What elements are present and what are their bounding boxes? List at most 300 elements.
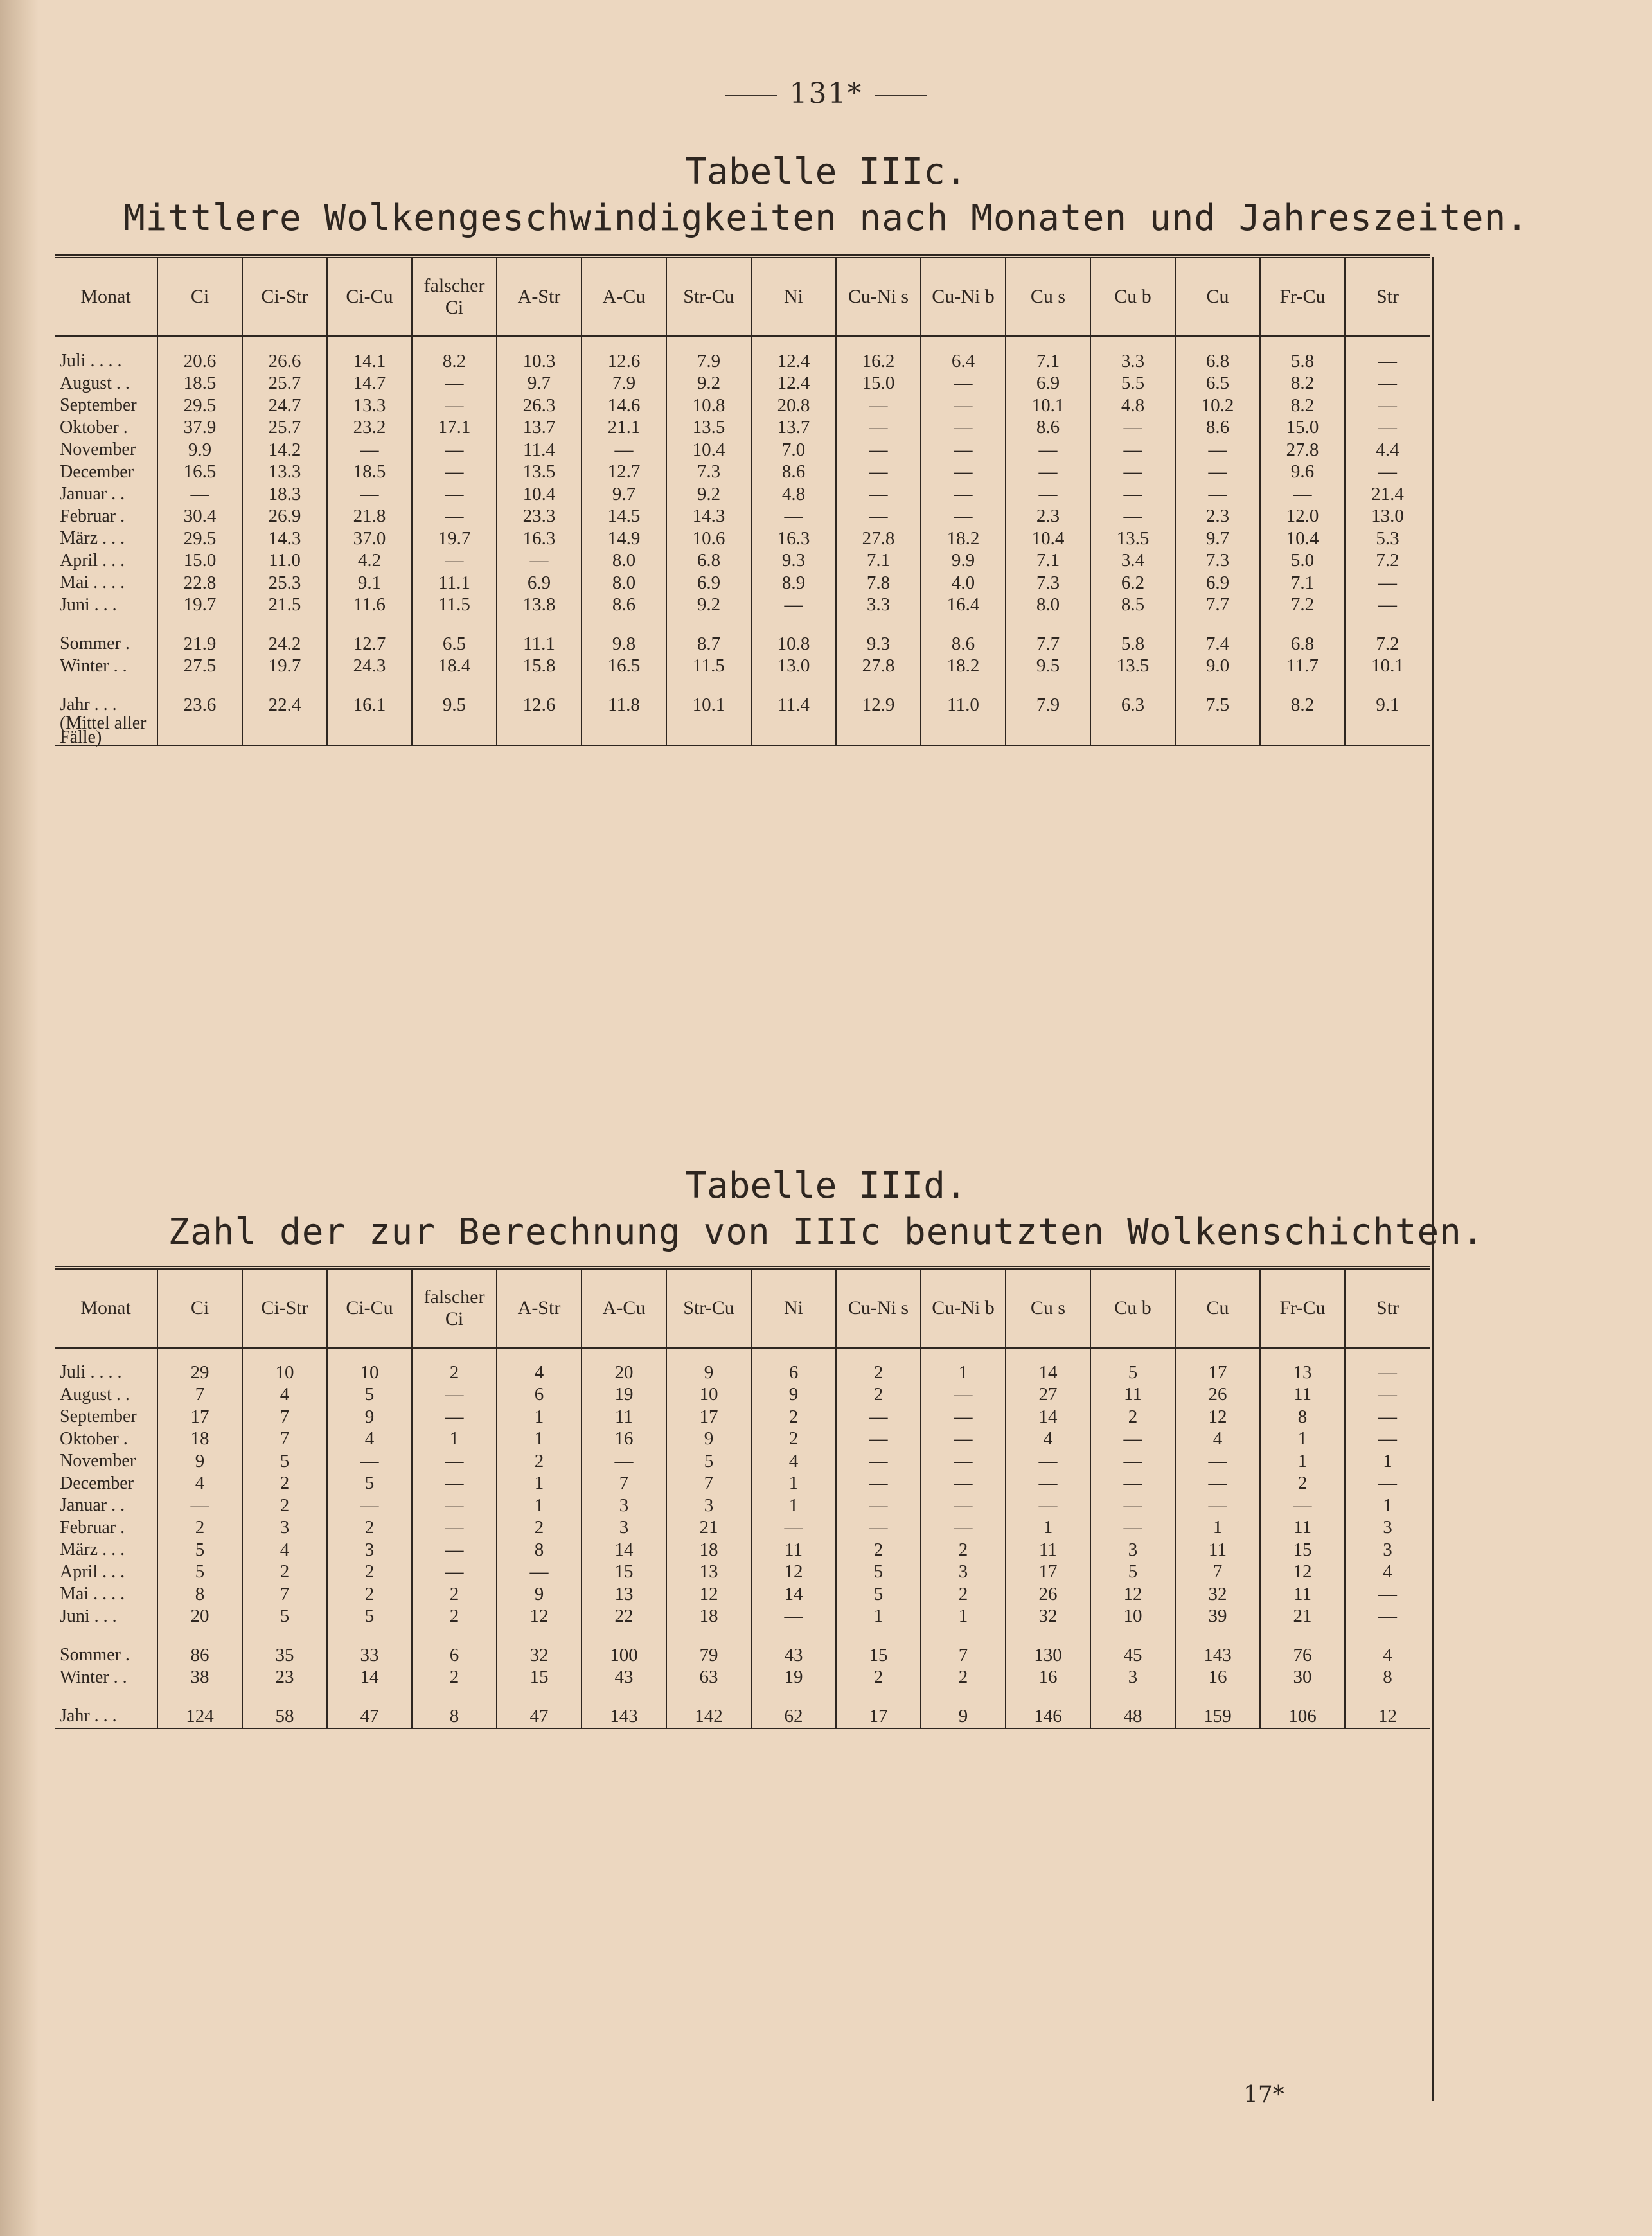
- table-cell: 1: [1175, 1517, 1260, 1539]
- table-cell: 12.9: [836, 694, 921, 716]
- table-cell: —: [1260, 1495, 1345, 1517]
- table-cell: 12.7: [582, 461, 666, 484]
- column-header: Ni: [751, 258, 836, 337]
- table-cell: —: [836, 506, 921, 528]
- table-cell: 2.3: [1006, 506, 1090, 528]
- table-cell: 15.8: [497, 655, 582, 678]
- table-cell: 2: [327, 1583, 412, 1606]
- table-cell: 7.8: [836, 572, 921, 594]
- table-cell: 5: [327, 1473, 412, 1495]
- table-2: [55, 1266, 1430, 1729]
- table-cell: —: [921, 1495, 1006, 1517]
- table-cell: 7: [921, 1644, 1006, 1667]
- table-cell: 3.4: [1090, 550, 1175, 572]
- table-cell: 16.3: [751, 528, 836, 550]
- table-cell: 14: [751, 1583, 836, 1606]
- table-cell: 11.0: [921, 694, 1006, 716]
- table-cell: 7.3: [666, 461, 751, 484]
- column-header: A-Cu: [582, 258, 666, 337]
- table-cell: 6.9: [1006, 373, 1090, 395]
- table-cell: 27.8: [836, 655, 921, 678]
- table-cell: 5.0: [1260, 550, 1345, 572]
- table-cell: 12: [1260, 1561, 1345, 1584]
- table-cell: 5: [327, 1606, 412, 1628]
- table-cell: 4: [327, 1428, 412, 1451]
- table-cell: 8.5: [1090, 594, 1175, 617]
- table-cell: 3: [666, 1495, 751, 1517]
- table-cell: —: [1345, 1428, 1430, 1451]
- table-cell: 25.7: [242, 373, 327, 395]
- row-label: Februar .: [60, 1517, 125, 1538]
- table-row: [55, 655, 1430, 678]
- table-cell: 8.6: [1175, 417, 1260, 439]
- table-cell: 12: [1090, 1583, 1175, 1606]
- table-cell: 18: [157, 1428, 242, 1451]
- table-cell: 9.0: [1175, 655, 1260, 678]
- table-cell: —: [836, 1406, 921, 1428]
- table-cell: 27.8: [1260, 439, 1345, 461]
- table-row: [55, 1539, 1430, 1561]
- table-cell: 5: [836, 1561, 921, 1584]
- table-cell: 30.4: [157, 506, 242, 528]
- table-cell: —: [1090, 1495, 1175, 1517]
- table-cell: 2: [497, 1450, 582, 1473]
- table-cell: —: [1345, 1406, 1430, 1428]
- table-cell: 18.4: [412, 655, 497, 678]
- table-cell: 47: [327, 1705, 412, 1728]
- table-cell: 7.2: [1345, 633, 1430, 655]
- table-cell: 12: [1175, 1406, 1260, 1428]
- table-cell: 146: [1006, 1705, 1090, 1728]
- table-cell: 23.6: [157, 694, 242, 716]
- table-cell: 143: [1175, 1644, 1260, 1667]
- table-cell: 26.3: [497, 395, 582, 417]
- table-cell: —: [921, 1384, 1006, 1406]
- table-cell: 11.7: [1260, 655, 1345, 678]
- table-row: [55, 461, 1430, 484]
- table-cell: 5.8: [1260, 337, 1345, 373]
- table-cell: 9.2: [666, 373, 751, 395]
- row-label: März . . .: [60, 528, 125, 549]
- table-cell: 8.6: [1006, 417, 1090, 439]
- column-header: Str-Cu: [666, 1270, 751, 1348]
- table-cell: —: [497, 1561, 582, 1584]
- table-cell: 11: [1006, 1539, 1090, 1561]
- table-cell: —: [1345, 395, 1430, 417]
- table-cell: 18.2: [921, 655, 1006, 678]
- table-cell: 23: [242, 1667, 327, 1689]
- table-row: [55, 1406, 1430, 1428]
- table-cell: 1: [751, 1495, 836, 1517]
- table-cell: 11.4: [751, 694, 836, 716]
- table-cell: 20: [157, 1606, 242, 1628]
- table-cell: 6.2: [1090, 572, 1175, 594]
- table-cell: 10.3: [497, 337, 582, 373]
- table-cell: —: [751, 506, 836, 528]
- column-header: Ci-Cu: [327, 258, 412, 337]
- table-cell: 11: [1175, 1539, 1260, 1561]
- table-cell: 17: [157, 1406, 242, 1428]
- table-cell: —: [1175, 439, 1260, 461]
- table-cell: 20: [582, 1348, 666, 1384]
- table-cell: —: [836, 1428, 921, 1451]
- row-label: November: [60, 439, 136, 460]
- table-cell: 6.9: [666, 572, 751, 594]
- table-cell: 6.8: [666, 550, 751, 572]
- table-cell: —: [921, 1517, 1006, 1539]
- table-cell: 5: [157, 1561, 242, 1584]
- table-cell: 4: [157, 1473, 242, 1495]
- table-cell: 5: [242, 1606, 327, 1628]
- table-cell: 18.5: [157, 373, 242, 395]
- row-label: Juni . . .: [60, 1606, 117, 1626]
- table-cell: 12: [1345, 1705, 1430, 1728]
- table-cell: 6.4: [921, 337, 1006, 373]
- column-header: Fr-Cu: [1260, 258, 1345, 337]
- table-cell: —: [582, 439, 666, 461]
- table-cell: 11: [751, 1539, 836, 1561]
- table-cell: 17.1: [412, 417, 497, 439]
- table-cell: —: [1345, 461, 1430, 484]
- row-label: Oktober .: [60, 417, 128, 438]
- table-cell: 15: [497, 1667, 582, 1689]
- table-cell: 7.1: [1006, 337, 1090, 373]
- table-cell: 5: [157, 1539, 242, 1561]
- table-cell: 3: [582, 1495, 666, 1517]
- table-cell: 22: [582, 1606, 666, 1628]
- table-cell: —: [157, 483, 242, 506]
- table-cell: 20.8: [751, 395, 836, 417]
- table-cell: —: [1175, 461, 1260, 484]
- table-row: [55, 1561, 1430, 1584]
- table-cell: 4: [1175, 1428, 1260, 1451]
- table-cell: 3: [1090, 1539, 1175, 1561]
- table-cell: 29: [157, 1348, 242, 1384]
- table-cell: 9: [157, 1450, 242, 1473]
- table-cell: 4.8: [751, 483, 836, 506]
- table-row: [55, 1644, 1430, 1667]
- table-cell: 2: [921, 1583, 1006, 1606]
- table-cell: 2: [751, 1406, 836, 1428]
- table-cell: 16.2: [836, 337, 921, 373]
- row-label: August . .: [60, 373, 130, 393]
- table-cell: 24.7: [242, 395, 327, 417]
- table-cell: 15: [1260, 1539, 1345, 1561]
- table-cell: —: [921, 1450, 1006, 1473]
- table-cell: —: [1345, 572, 1430, 594]
- table-cell: 11: [582, 1406, 666, 1428]
- row-label: April . . .: [60, 1561, 125, 1582]
- table-cell: 2: [1090, 1406, 1175, 1428]
- column-header: Monat: [55, 258, 157, 337]
- table-cell: 19.7: [412, 528, 497, 550]
- table-cell: 25.3: [242, 572, 327, 594]
- table-cell: 9.5: [412, 694, 497, 716]
- row-label: August . .: [60, 1384, 130, 1405]
- table-cell: —: [836, 439, 921, 461]
- table-cell: 27.5: [157, 655, 242, 678]
- table-cell: —: [412, 395, 497, 417]
- table-cell: 17: [1006, 1561, 1090, 1584]
- table-row: [55, 1473, 1430, 1495]
- table-cell: 8.6: [921, 633, 1006, 655]
- table-cell: —: [1090, 1517, 1175, 1539]
- table-cell: 3.3: [1090, 337, 1175, 373]
- table-cell: 12.4: [751, 373, 836, 395]
- table-cell: 62: [751, 1705, 836, 1728]
- table-cell: 8: [1260, 1406, 1345, 1428]
- table-cell: 4: [1345, 1561, 1430, 1584]
- table-cell: 6.5: [1175, 373, 1260, 395]
- table-cell: 15: [836, 1644, 921, 1667]
- row-label: April . . .: [60, 550, 125, 571]
- table-cell: 16.5: [582, 655, 666, 678]
- table-cell: 7.7: [1175, 594, 1260, 617]
- table-cell: —: [1090, 1428, 1175, 1451]
- table-cell: —: [1090, 483, 1175, 506]
- table-cell: 5: [666, 1450, 751, 1473]
- table-cell: 5: [1090, 1561, 1175, 1584]
- table-cell: 2: [242, 1495, 327, 1517]
- table-cell: —: [1006, 1450, 1090, 1473]
- table-cell: —: [412, 1473, 497, 1495]
- table-cell: 143: [582, 1705, 666, 1728]
- table-cell: 11.5: [666, 655, 751, 678]
- table-cell: 16.4: [921, 594, 1006, 617]
- table-cell: 9.3: [751, 550, 836, 572]
- table-cell: 2: [836, 1348, 921, 1384]
- table-cell: 7.0: [751, 439, 836, 461]
- table-cell: 12.6: [497, 694, 582, 716]
- table-cell: 10.2: [1175, 395, 1260, 417]
- table-cell: 35: [242, 1644, 327, 1667]
- column-header: Ci-Str: [242, 1270, 327, 1348]
- table-cell: —: [157, 1495, 242, 1517]
- table-cell: 142: [666, 1705, 751, 1728]
- table-cell: 17: [1175, 1348, 1260, 1384]
- row-label: Sommer .: [60, 634, 130, 654]
- table-cell: 7.3: [1006, 572, 1090, 594]
- column-header: Cu b: [1090, 258, 1175, 337]
- table-cell: 13.0: [751, 655, 836, 678]
- table-cell: 4: [751, 1450, 836, 1473]
- table-cell: —: [412, 1384, 497, 1406]
- table-cell: —: [1345, 1473, 1430, 1495]
- column-header: A-Str: [497, 1270, 582, 1348]
- table-cell: —: [412, 1561, 497, 1584]
- table-cell: 9.7: [497, 373, 582, 395]
- page-binding-edge: [0, 0, 39, 2236]
- table-cell: —: [836, 417, 921, 439]
- table-cell: 11.1: [497, 633, 582, 655]
- table-cell: —: [751, 594, 836, 617]
- table-cell: 21: [1260, 1606, 1345, 1628]
- table-cell: 18.5: [327, 461, 412, 484]
- table-cell: 13.5: [1090, 528, 1175, 550]
- table-cell: 9: [751, 1384, 836, 1406]
- table-cell: 10.1: [1345, 655, 1430, 678]
- table-cell: 13.0: [1345, 506, 1430, 528]
- table-cell: 9.7: [1175, 528, 1260, 550]
- table-cell: 159: [1175, 1705, 1260, 1728]
- table-row: [55, 694, 1430, 716]
- row-label: Mai . . . .: [60, 572, 125, 593]
- table-cell: 2: [157, 1517, 242, 1539]
- table-cell: —: [921, 461, 1006, 484]
- table-row: [55, 1606, 1430, 1628]
- table-cell: 2: [921, 1667, 1006, 1689]
- table-cell: —: [1345, 1348, 1430, 1384]
- table-cell: —: [1006, 1473, 1090, 1495]
- table-cell: 4.4: [1345, 439, 1430, 461]
- table-cell: —: [1345, 594, 1430, 617]
- table-cell: 106: [1260, 1705, 1345, 1728]
- table-cell: 10: [327, 1348, 412, 1384]
- table-1: [55, 254, 1430, 746]
- row-note: (Mittel aller Fälle): [60, 713, 147, 747]
- row-label: September: [60, 395, 137, 416]
- table-cell: 24.3: [327, 655, 412, 678]
- table-cell: 9.1: [1345, 694, 1430, 716]
- table-cell: 4.2: [327, 550, 412, 572]
- table-cell: 2: [412, 1348, 497, 1384]
- column-header: Ci-Cu: [327, 1270, 412, 1348]
- table-cell: 9.8: [582, 633, 666, 655]
- table-cell: 26.9: [242, 506, 327, 528]
- table-cell: 6.3: [1090, 694, 1175, 716]
- table-row: [55, 1667, 1430, 1689]
- table-cell: 7: [157, 1384, 242, 1406]
- table-cell: —: [327, 1450, 412, 1473]
- table-cell: 8.2: [1260, 694, 1345, 716]
- column-header: falscher Ci: [412, 1270, 497, 1348]
- table-cell: —: [1175, 1495, 1260, 1517]
- table-cell: 13.5: [1090, 655, 1175, 678]
- table-cell: —: [1345, 373, 1430, 395]
- table-cell: 1: [921, 1348, 1006, 1384]
- table-cell: 27: [1006, 1384, 1090, 1406]
- table-cell: 1: [497, 1428, 582, 1451]
- table-cell: 12.0: [1260, 506, 1345, 528]
- table-cell: 13.8: [497, 594, 582, 617]
- table-cell: —: [836, 1450, 921, 1473]
- table-cell: 7.1: [836, 550, 921, 572]
- table-cell: 1: [1260, 1428, 1345, 1451]
- table-cell: —: [836, 483, 921, 506]
- table-cell: 6.5: [412, 633, 497, 655]
- table-cell: 8.9: [751, 572, 836, 594]
- footer-number: 17*: [1243, 2082, 1284, 2108]
- table-cell: 1: [412, 1428, 497, 1451]
- table-cell: 2: [497, 1517, 582, 1539]
- table-row: [55, 633, 1430, 655]
- table-cell: 12.6: [582, 337, 666, 373]
- table-cell: —: [497, 550, 582, 572]
- table-cell: 7.9: [666, 337, 751, 373]
- table-cell: 29.5: [157, 528, 242, 550]
- table-cell: 4: [497, 1348, 582, 1384]
- table-cell: 2: [327, 1517, 412, 1539]
- row-spacer: [55, 1689, 1430, 1705]
- table-cell: 23.2: [327, 417, 412, 439]
- table-cell: 2: [836, 1539, 921, 1561]
- table-2-heading: [0, 1163, 1652, 1256]
- table-cell: 15.0: [836, 373, 921, 395]
- table-cell: 1: [497, 1473, 582, 1495]
- data-table: [55, 258, 1430, 745]
- table-cell: 14.3: [666, 506, 751, 528]
- table-cell: 2: [921, 1539, 1006, 1561]
- column-header: Fr-Cu: [1260, 1270, 1345, 1348]
- table-cell: 11.6: [327, 594, 412, 617]
- row-spacer: [55, 616, 1430, 633]
- table-cell: 26: [1175, 1384, 1260, 1406]
- table-cell: 12: [666, 1583, 751, 1606]
- table-cell: 11.5: [412, 594, 497, 617]
- table-cell: —: [921, 417, 1006, 439]
- table-cell: 7.1: [1006, 550, 1090, 572]
- table-cell: 27.8: [836, 528, 921, 550]
- column-header: Str: [1345, 1270, 1430, 1348]
- table-cell: 13: [1260, 1348, 1345, 1384]
- table-cell: —: [836, 1473, 921, 1495]
- table-cell: 2: [327, 1561, 412, 1584]
- row-spacer: [55, 1628, 1430, 1644]
- table-row: [55, 1450, 1430, 1473]
- table-1-title: Tabelle IIIc.: [685, 151, 967, 193]
- table-cell: 6: [412, 1644, 497, 1667]
- table-cell: 30: [1260, 1667, 1345, 1689]
- table-cell: 13.7: [497, 417, 582, 439]
- table-cell: 8.0: [1006, 594, 1090, 617]
- column-header: A-Str: [497, 258, 582, 337]
- table-cell: 10: [1090, 1606, 1175, 1628]
- column-header: Cu s: [1006, 1270, 1090, 1348]
- table-cell: 32: [497, 1644, 582, 1667]
- table-cell: 7.3: [1175, 550, 1260, 572]
- table-cell: 23.3: [497, 506, 582, 528]
- table-cell: 14: [582, 1539, 666, 1561]
- row-label: Sommer .: [60, 1645, 130, 1665]
- table-cell: 8: [157, 1583, 242, 1606]
- table-cell: —: [836, 395, 921, 417]
- table-cell: 15: [582, 1561, 666, 1584]
- header-row: [55, 1270, 1430, 1348]
- table-cell: 7.9: [1006, 694, 1090, 716]
- table-cell: 9.2: [666, 594, 751, 617]
- table-row: [55, 506, 1430, 528]
- row-label: Januar . .: [60, 1495, 125, 1516]
- table-cell: 2: [836, 1384, 921, 1406]
- table-2-subtitle: Zahl der zur Berechnung von IIIc benutzten Wolkenschichten.: [168, 1211, 1484, 1253]
- note-row: [55, 716, 1430, 745]
- table-cell: —: [921, 1473, 1006, 1495]
- table-row: [55, 550, 1430, 572]
- table-cell: 7: [582, 1473, 666, 1495]
- row-label: December: [60, 1473, 134, 1493]
- table-cell: —: [1345, 1583, 1430, 1606]
- table-cell: —: [327, 483, 412, 506]
- table-cell: 7: [666, 1473, 751, 1495]
- table-cell: 19.7: [242, 655, 327, 678]
- table-cell: 1: [921, 1606, 1006, 1628]
- table-row: [55, 594, 1430, 617]
- table-cell: 14.5: [582, 506, 666, 528]
- row-label: Mai . . . .: [60, 1584, 125, 1604]
- table-cell: —: [412, 1450, 497, 1473]
- table-cell: 11.0: [242, 550, 327, 572]
- table-cell: —: [921, 1406, 1006, 1428]
